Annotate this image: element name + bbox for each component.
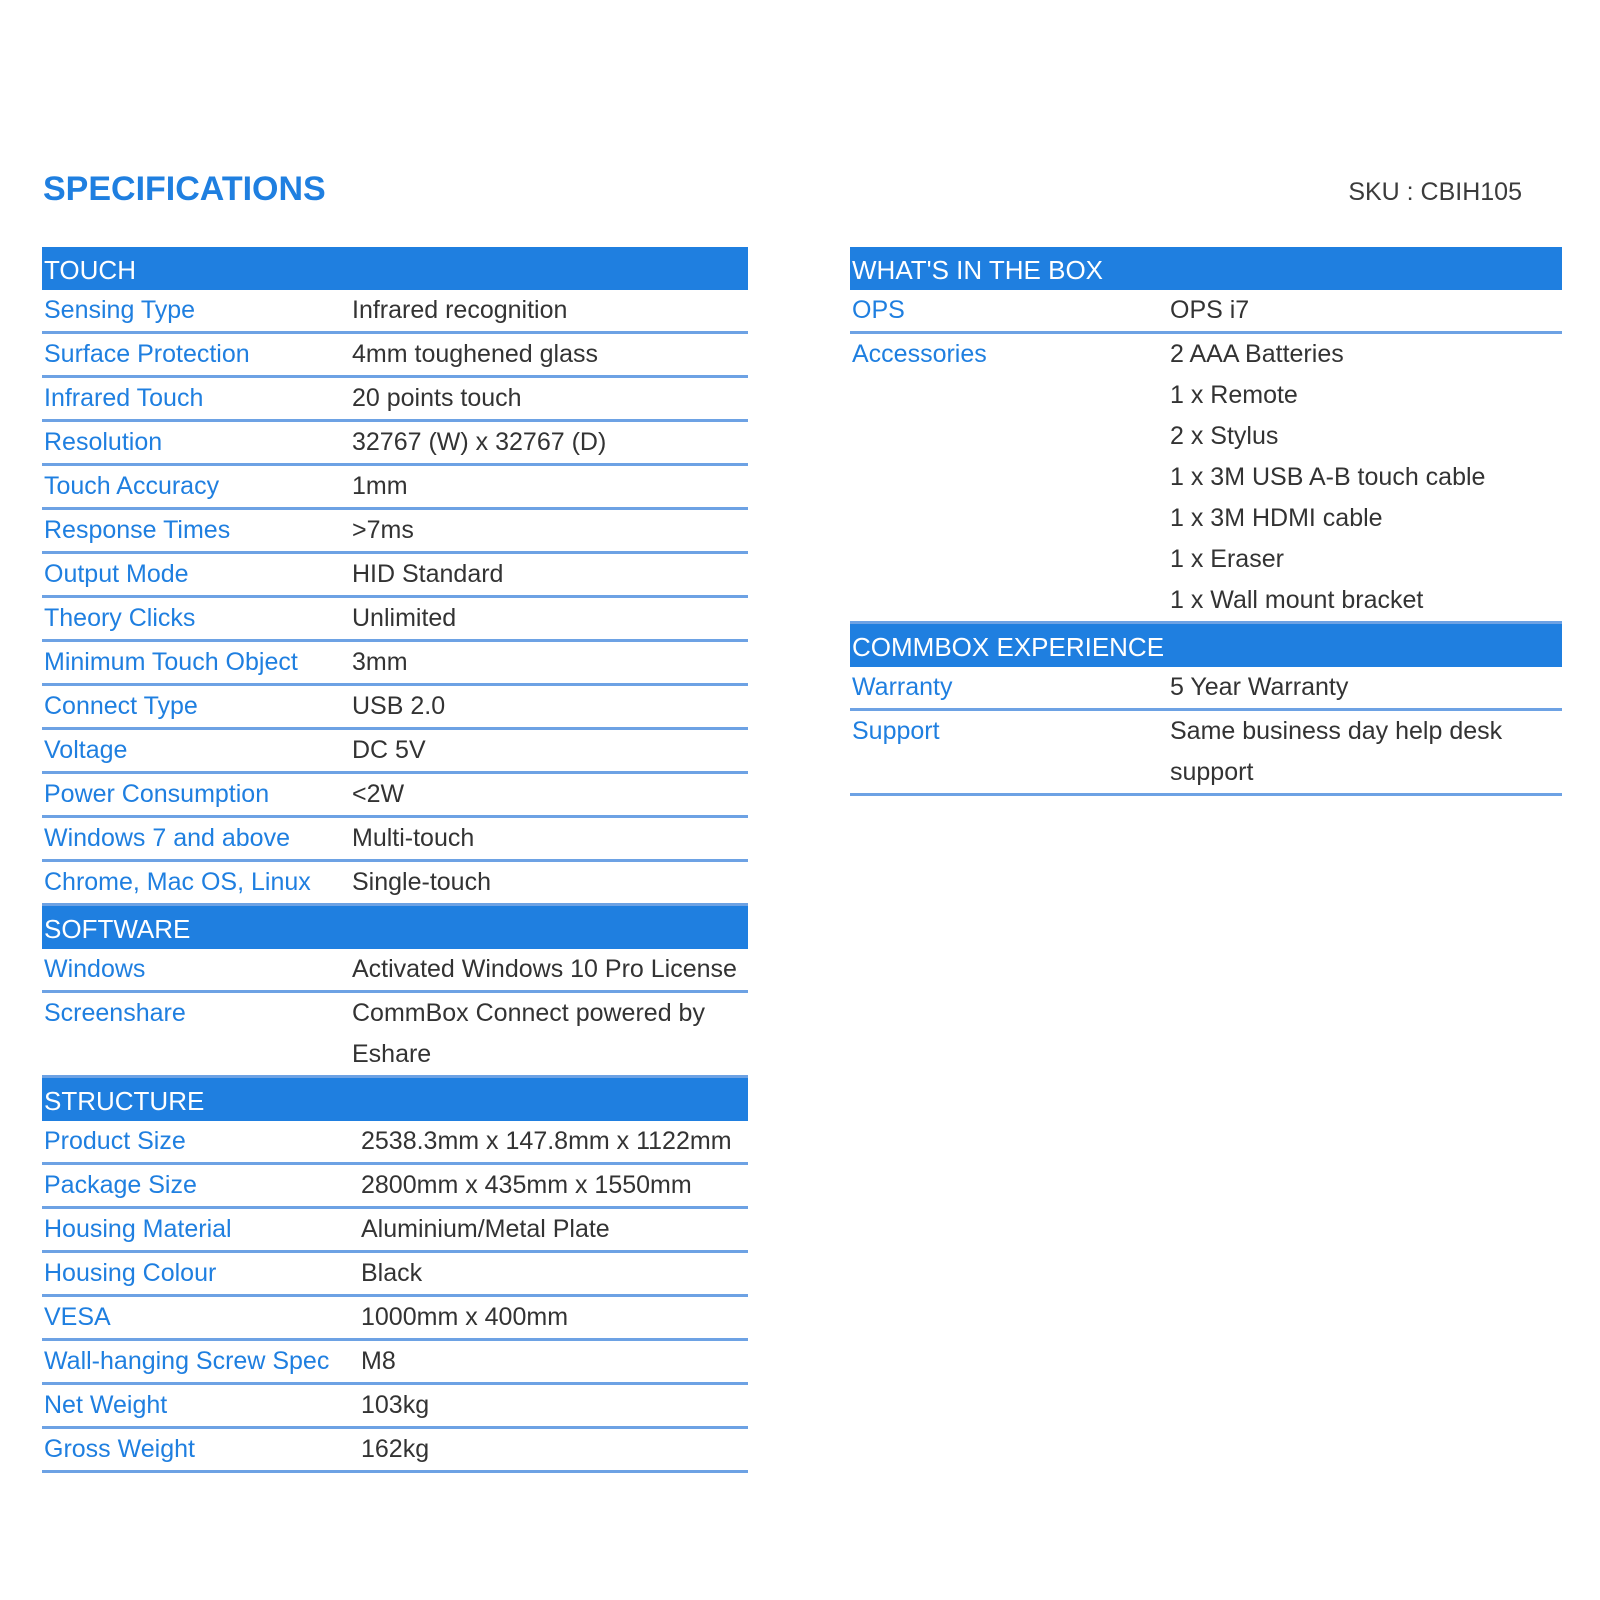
spec-row [42, 818, 748, 862]
spec-value [352, 422, 748, 463]
spec-value [352, 1385, 748, 1426]
spec-value-line: HID Standard [352, 560, 504, 588]
spec-row [42, 686, 748, 730]
spec-key: Surface Protection [44, 340, 250, 368]
spec-row [42, 290, 748, 334]
spec-value-line: support [1170, 758, 1254, 786]
spec-key: OPS [852, 296, 905, 324]
spec-key: Net Weight [44, 1391, 168, 1419]
spec-value-line: 20 points touch [352, 384, 522, 412]
spec-value [352, 642, 748, 683]
spec-row [42, 598, 748, 642]
spec-value [352, 862, 748, 903]
spec-value-line: 2 x Stylus [1170, 422, 1279, 450]
sku-label: SKU : CBIH105 [1348, 178, 1522, 206]
spec-value [352, 290, 748, 331]
spec-value-line: Same business day help desk [1170, 717, 1503, 745]
spec-value-line: 2538.3mm x 147.8mm x 1122mm [361, 1127, 732, 1155]
spec-value-line: <2W [352, 780, 405, 808]
spec-key: Accessories [852, 340, 987, 368]
spec-row [42, 334, 748, 378]
spec-row [850, 667, 1562, 711]
spec-key: Windows [44, 955, 146, 983]
right-column [850, 247, 1562, 796]
spec-key: Product Size [44, 1127, 186, 1155]
spec-value-line: 1 x 3M HDMI cable [1170, 504, 1383, 532]
spec-value [352, 993, 748, 1075]
spec-value-line: Single-touch [352, 868, 491, 896]
section-header-structure: STRUCTURE [42, 1078, 748, 1121]
spec-value [352, 949, 748, 990]
section-header-experience: COMMBOX EXPERIENCE [850, 624, 1562, 667]
spec-value [352, 466, 748, 507]
page-title: SPECIFICATIONS [43, 170, 326, 208]
spec-key: Windows 7 and above [44, 824, 290, 852]
spec-value-line: 2 AAA Batteries [1170, 340, 1344, 368]
spec-value [352, 1253, 748, 1294]
spec-key: Sensing Type [44, 296, 196, 324]
spec-row [42, 510, 748, 554]
spec-value-line: 32767 (W) x 32767 (D) [352, 428, 607, 456]
spec-key: Theory Clicks [44, 604, 196, 632]
spec-value [352, 1121, 748, 1162]
spec-value-line: 3mm [352, 648, 408, 676]
spec-key: Chrome, Mac OS, Linux [44, 868, 311, 896]
section-header-box: WHAT'S IN THE BOX [850, 247, 1562, 290]
spec-value-line: >7ms [352, 516, 414, 544]
spec-key: Package Size [44, 1171, 197, 1199]
spec-value [1170, 334, 1562, 621]
spec-value [352, 598, 748, 639]
spec-value [352, 730, 748, 771]
spec-key: Infrared Touch [44, 384, 204, 412]
spec-row [42, 774, 748, 818]
spec-key: Gross Weight [44, 1435, 195, 1463]
spec-key: Minimum Touch Object [44, 648, 298, 676]
spec-value-line: 1mm [352, 472, 408, 500]
spec-value-line: CommBox Connect powered by [352, 999, 705, 1027]
spec-key: Wall-hanging Screw Spec [44, 1347, 330, 1375]
spec-value [352, 774, 748, 815]
spec-value-line: 1 x Remote [1170, 381, 1298, 409]
spec-value-line: Black [361, 1259, 423, 1287]
spec-value [352, 1209, 748, 1250]
spec-value-line: Aluminium/Metal Plate [361, 1215, 610, 1243]
spec-value-line: Multi-touch [352, 824, 475, 852]
spec-row [42, 949, 748, 993]
spec-value-line: OPS i7 [1170, 296, 1250, 324]
spec-value [352, 1165, 748, 1206]
section-software [42, 906, 748, 1078]
spec-row [42, 466, 748, 510]
spec-key: Screenshare [44, 999, 186, 1027]
spec-row [42, 1429, 748, 1473]
section-touch [42, 247, 748, 906]
spec-value-line: USB 2.0 [352, 692, 446, 720]
section-experience [850, 624, 1562, 796]
spec-value [352, 554, 748, 595]
spec-key: Housing Colour [44, 1259, 217, 1287]
spec-value-line: 103kg [361, 1391, 430, 1419]
spec-value [352, 378, 748, 419]
spec-value [1170, 290, 1562, 331]
spec-value-line: 1 x Wall mount bracket [1170, 586, 1424, 614]
spec-key: Warranty [852, 673, 953, 701]
spec-key: Resolution [44, 428, 163, 456]
spec-value-line: 162kg [361, 1435, 430, 1463]
left-column [42, 247, 748, 1473]
spec-key: Output Mode [44, 560, 189, 588]
spec-row [42, 422, 748, 466]
spec-value [352, 1429, 748, 1470]
spec-value-line: DC 5V [352, 736, 426, 764]
spec-key: Voltage [44, 736, 128, 764]
section-header-software: SOFTWARE [42, 906, 748, 949]
section-structure [42, 1078, 748, 1473]
spec-row [850, 290, 1562, 334]
spec-row [42, 1297, 748, 1341]
spec-key: Power Consumption [44, 780, 270, 808]
spec-row [42, 554, 748, 598]
spec-row [42, 993, 748, 1078]
spec-key: Housing Material [44, 1215, 232, 1243]
spec-value-line: Activated Windows 10 Pro License [352, 955, 737, 983]
spec-key: VESA [44, 1303, 111, 1331]
spec-row [42, 642, 748, 686]
spec-value [352, 818, 748, 859]
section-header-touch: TOUCH [42, 247, 748, 290]
spec-value-line: 4mm toughened glass [352, 340, 598, 368]
spec-row [42, 1121, 748, 1165]
spec-key: Support [852, 717, 940, 745]
spec-value [1170, 711, 1562, 793]
spec-value-line: 1 x Eraser [1170, 545, 1284, 573]
spec-key: Connect Type [44, 692, 198, 720]
spec-row [42, 1209, 748, 1253]
spec-row [850, 711, 1562, 796]
spec-value [352, 334, 748, 375]
spec-row [42, 1385, 748, 1429]
section-box [850, 247, 1562, 624]
spec-value-line: 5 Year Warranty [1170, 673, 1349, 701]
spec-value [352, 1297, 748, 1338]
spec-row [42, 862, 748, 906]
spec-row [42, 1253, 748, 1297]
spec-value [352, 1341, 748, 1382]
spec-value-line: M8 [361, 1347, 396, 1375]
spec-row [42, 1165, 748, 1209]
spec-row [42, 1341, 748, 1385]
spec-row [42, 378, 748, 422]
spec-value-line: 2800mm x 435mm x 1550mm [361, 1171, 692, 1199]
spec-value [352, 510, 748, 551]
spec-key: Touch Accuracy [44, 472, 220, 500]
spec-value-line: Unlimited [352, 604, 457, 632]
spec-value-line: 1000mm x 400mm [361, 1303, 569, 1331]
spec-key: Response Times [44, 516, 231, 544]
spec-value-line: Infrared recognition [352, 296, 568, 324]
spec-value [352, 686, 748, 727]
spec-value-line: Eshare [352, 1040, 432, 1068]
spec-row [850, 334, 1562, 624]
spec-value [1170, 667, 1562, 708]
spec-value-line: 1 x 3M USB A-B touch cable [1170, 463, 1486, 491]
spec-row [42, 730, 748, 774]
